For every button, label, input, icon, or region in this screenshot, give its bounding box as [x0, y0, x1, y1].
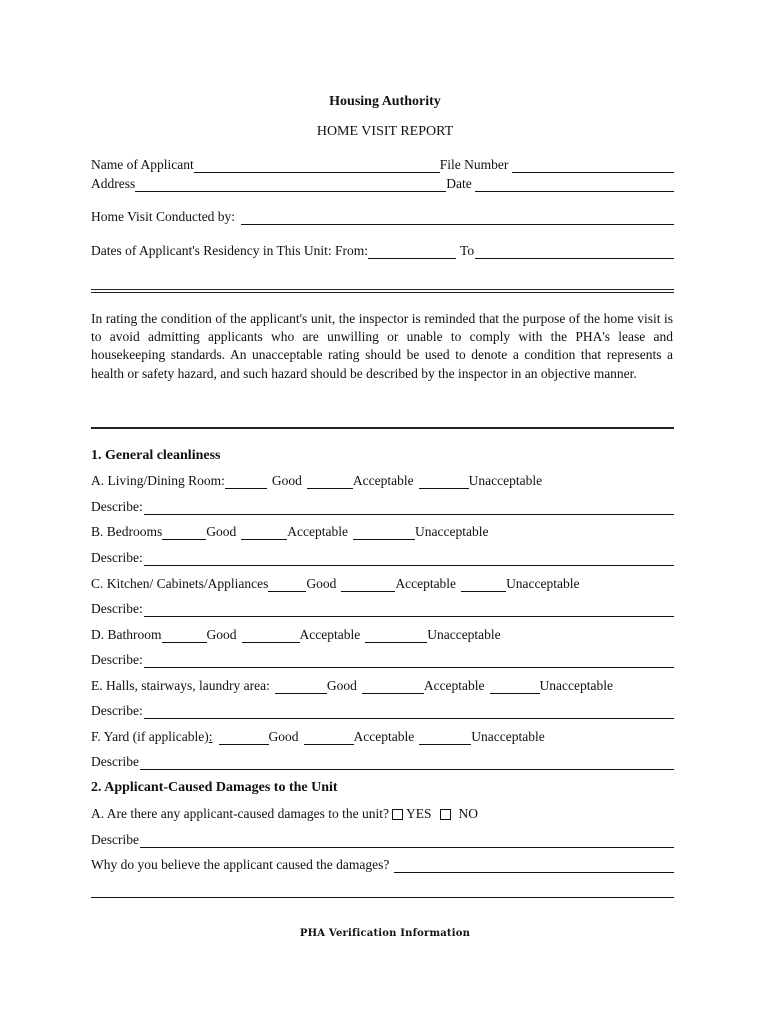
unacceptable-label: Unacceptable: [427, 627, 501, 642]
kitchen-acceptable-field[interactable]: [341, 579, 395, 592]
describe-label: Describe:: [91, 652, 143, 667]
residency-to-field[interactable]: [475, 246, 674, 259]
describe-row-kitchen: [91, 601, 674, 617]
rating-row-living: [91, 473, 542, 489]
describe-row-bathroom: [91, 652, 674, 668]
file-number-field[interactable]: [512, 160, 674, 173]
unacceptable-label: Unacceptable: [539, 678, 613, 693]
bathroom-good-field[interactable]: [162, 630, 207, 643]
living-label: A. Living/Dining Room:: [91, 473, 225, 488]
halls-unacceptable-field[interactable]: [490, 681, 540, 694]
acceptable-label: Acceptable: [287, 524, 348, 539]
file-number-label: File Number: [439, 157, 509, 172]
bathroom-describe-field[interactable]: [144, 655, 674, 668]
acceptable-label: Acceptable: [423, 678, 485, 693]
bathroom-label: D. Bathroom: [91, 627, 162, 642]
name-label: Name of Applicant: [91, 157, 194, 172]
conducted-row: [91, 209, 674, 225]
good-label: Good: [271, 473, 302, 488]
bathroom-acceptable-field[interactable]: [242, 630, 300, 643]
applicant-row: [91, 157, 674, 173]
divider: [91, 289, 674, 290]
rating-row-bedrooms: [91, 524, 488, 540]
damages-describe-field[interactable]: [140, 835, 674, 848]
no-label: NO: [458, 806, 479, 821]
damages-question: A. Are there any applicant-caused damages to the unit?: [91, 806, 390, 821]
bedrooms-acceptable-field[interactable]: [241, 527, 287, 540]
describe-label: Describe: [91, 754, 139, 769]
describe-label: Describe:: [91, 550, 143, 565]
footer-text: PHA Verification Information: [299, 928, 471, 939]
org-name: Housing Authority: [329, 94, 441, 109]
living-unacceptable-field[interactable]: [419, 476, 469, 489]
address-row: [91, 176, 674, 192]
good-label: Good: [268, 729, 299, 744]
conducted-by-label: Home Visit Conducted by:: [91, 209, 236, 224]
halls-label: E. Halls, stairways, laundry area:: [91, 678, 270, 693]
date-label: Date: [446, 176, 472, 191]
address-field[interactable]: [135, 179, 446, 192]
yard-unacceptable-field[interactable]: [419, 732, 471, 745]
acceptable-label: Acceptable: [353, 729, 415, 744]
good-label: Good: [326, 678, 357, 693]
unacceptable-label: Unacceptable: [506, 576, 580, 591]
kitchen-good-field[interactable]: [268, 579, 306, 592]
bedrooms-unacceptable-field[interactable]: [353, 527, 415, 540]
damages-describe-row: [91, 832, 674, 848]
halls-good-field[interactable]: [275, 681, 327, 694]
why-field-continued[interactable]: [91, 885, 674, 898]
rating-row-halls: [91, 678, 613, 694]
rating-row-yard: [91, 729, 545, 745]
why-label: Why do you believe the applicant caused the damages?: [91, 857, 390, 872]
acceptable-label: Acceptable: [395, 576, 457, 591]
bedrooms-good-field[interactable]: [162, 527, 206, 540]
halls-acceptable-field[interactable]: [362, 681, 424, 694]
damages-question-row: [91, 806, 478, 822]
good-label: Good: [206, 524, 237, 539]
acceptable-label: Acceptable: [299, 627, 361, 642]
yard-good-field[interactable]: [219, 732, 269, 745]
date-field[interactable]: [475, 179, 674, 192]
residency-to-label: To: [460, 243, 475, 258]
yard-acceptable-field[interactable]: [304, 732, 354, 745]
describe-row-living: [91, 499, 674, 515]
yes-checkbox[interactable]: [392, 809, 403, 820]
describe-row-halls: [91, 703, 674, 719]
good-label: Good: [206, 627, 237, 642]
bathroom-unacceptable-field[interactable]: [365, 630, 427, 643]
section1-heading: 1. General cleanliness: [91, 448, 221, 463]
rating-row-bathroom: [91, 627, 501, 643]
residency-from-field[interactable]: [368, 246, 456, 259]
divider: [91, 292, 674, 293]
describe-row-yard: [91, 754, 674, 770]
kitchen-describe-field[interactable]: [144, 604, 674, 617]
describe-label: Describe:: [91, 703, 143, 718]
bedrooms-describe-field[interactable]: [144, 553, 674, 566]
unacceptable-label: Unacceptable: [414, 524, 489, 539]
unacceptable-label: Unacceptable: [468, 473, 543, 488]
unacceptable-label: Unacceptable: [471, 729, 545, 744]
yard-colon: :: [208, 729, 213, 744]
yes-label: YES: [406, 806, 432, 821]
yard-label: F. Yard (if applicable): [91, 729, 209, 744]
describe-label: Describe:: [91, 499, 143, 514]
residency-row: [91, 243, 674, 259]
living-acceptable-field[interactable]: [307, 476, 353, 489]
divider: [91, 427, 674, 429]
acceptable-label: Acceptable: [352, 473, 414, 488]
section2-heading: 2. Applicant-Caused Damages to the Unit: [91, 780, 338, 795]
instructions-text: In rating the condition of the applicant's unit, the inspector is reminded that the purpose of the home visit is to avoid admitting applicants who are unwilling or unable to comply with the PHA's lease and housekeeping standards. An unacceptable rating should be used to denote a condition that represents a health or safety hazard, and such hazard should be described by the inspector in an objective manner.: [91, 311, 673, 381]
why-row: [91, 857, 674, 873]
page-title: HOME VISIT REPORT: [316, 124, 454, 139]
halls-describe-field[interactable]: [144, 706, 674, 719]
rating-row-kitchen: [91, 576, 580, 592]
describe-label: Describe: [91, 832, 139, 847]
bedrooms-label: B. Bedrooms: [91, 524, 163, 539]
living-describe-field[interactable]: [144, 502, 674, 515]
kitchen-unacceptable-field[interactable]: [461, 579, 506, 592]
conducted-by-field[interactable]: [241, 212, 674, 225]
address-label: Address: [91, 176, 136, 191]
why-field[interactable]: [394, 860, 674, 873]
kitchen-label: C. Kitchen/ Cabinets/Appliances: [91, 576, 269, 591]
yard-describe-field[interactable]: [140, 757, 674, 770]
name-field[interactable]: [194, 160, 440, 173]
residency-label: Dates of Applicant's Residency in This Unit: From:: [91, 243, 369, 258]
no-checkbox[interactable]: [440, 809, 451, 820]
describe-row-bedrooms: [91, 550, 674, 566]
living-good-field[interactable]: [225, 476, 267, 489]
describe-label: Describe:: [91, 601, 143, 616]
good-label: Good: [306, 576, 337, 591]
